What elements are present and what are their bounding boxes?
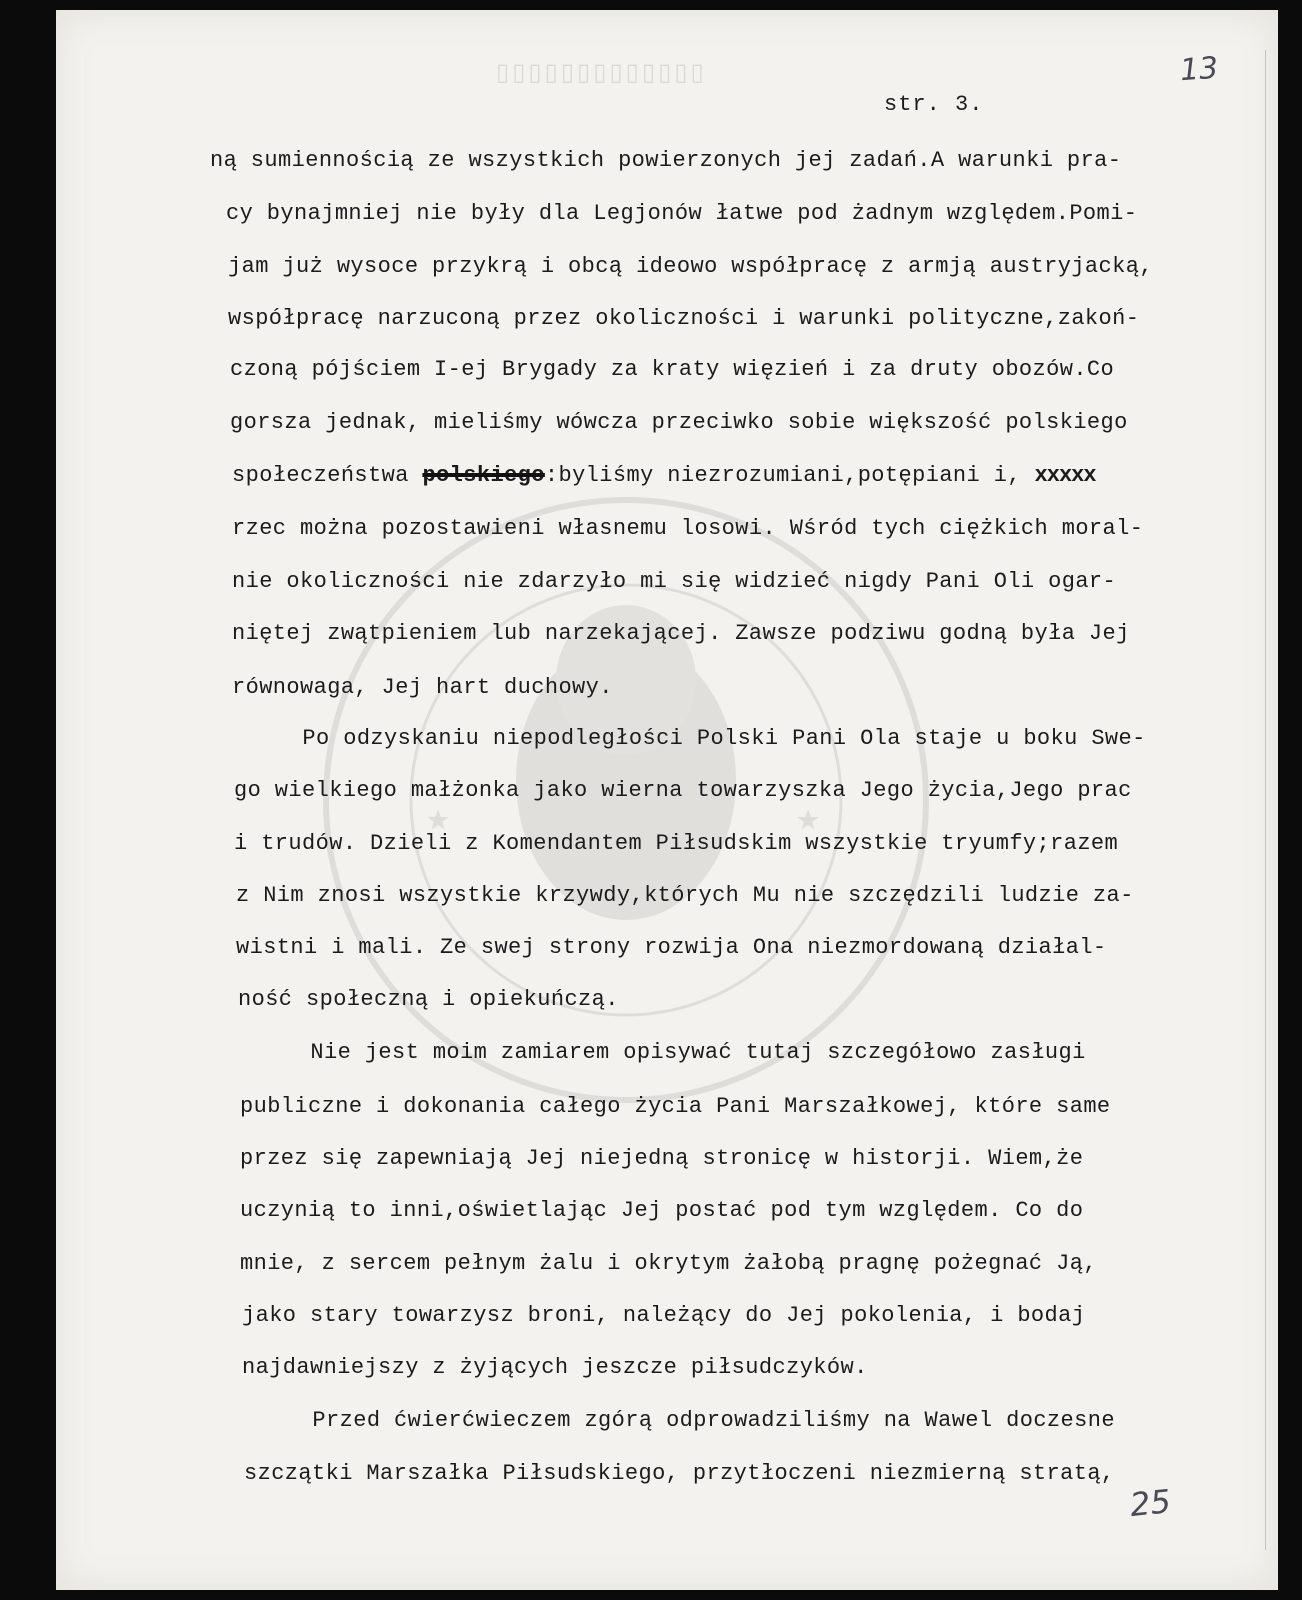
- folio-number-top: 13: [1178, 50, 1220, 89]
- text-line: najdawniejszy z żyjących jeszcze piłsudczyków.: [242, 1355, 868, 1380]
- folio-number-bottom: 25: [1128, 1481, 1173, 1525]
- text-line: niętej zwątpieniem lub narzekającej. Zawsze podziwu godną była Jej: [232, 621, 1130, 646]
- text-segment: społeczeństwa: [232, 463, 423, 488]
- text-line: Nie jest moim zamiarem opisywać tutaj szczegółowo zasługi: [256, 1040, 1086, 1065]
- text-line-with-correction: [232, 463, 1096, 488]
- typed-over-x: xxxxx: [1034, 463, 1096, 488]
- text-segment: :byliśmy niezrozumiani,potępiani i,: [544, 463, 1035, 488]
- text-line: rzec można pozostawieni własnemu losowi. Wśród tych ciężkich moral-: [232, 516, 1144, 541]
- faded-stamp-text: ▯▯▯▯▯▯▯▯▯▯▯▯▯: [496, 58, 707, 86]
- page-edge-shadow: [1265, 50, 1266, 1550]
- text-line: Po odzyskaniu niepodległości Polski Pani Ola staje u boku Swe-: [248, 726, 1146, 751]
- text-line: Przed ćwierćwieczem zgórą odprowadziliśmy na Wawel doczesne: [258, 1408, 1115, 1433]
- text-line: ną sumiennością ze wszystkich powierzonych jej zadań.A warunki pra-: [210, 148, 1122, 173]
- text-line: jam już wysoce przykrą i obcą ideowo współpracę z armją austryjacką,: [228, 254, 1153, 279]
- text-line: z Nim znosi wszystkie krzywdy,których Mu nie szczędzili ludzie za-: [236, 883, 1134, 908]
- page-number: str. 3.: [884, 92, 984, 117]
- struck-word: polskiego: [422, 463, 545, 488]
- svg-text:★: ★: [426, 798, 451, 843]
- text-line: uczynią to inni,oświetlając Jej postać pod tym względem. Co do: [240, 1198, 1084, 1223]
- text-line: przez się zapewniają Jej niejedną stronicę w historji. Wiem,że: [240, 1146, 1084, 1171]
- text-line: nie okoliczności nie zdarzyło mi się widzieć nigdy Pani Oli ogar-: [232, 569, 1117, 594]
- text-line: i trudów. Dzieli z Komendantem Piłsudskim wszystkie tryumfy;razem: [234, 831, 1119, 856]
- text-line: cy bynajmniej nie były dla Legjonów łatwe pod żadnym względem.Pomi-: [226, 201, 1138, 226]
- text-line: szczątki Marszałka Piłsudskiego, przytłoczeni niezmierną stratą,: [244, 1461, 1115, 1486]
- text-line: równowaga, Jej hart duchowy.: [232, 675, 613, 700]
- text-line: współpracę narzuconą przez okoliczności i warunki polityczne,zakoń-: [228, 306, 1140, 331]
- svg-text:★: ★: [796, 798, 821, 843]
- text-line: go wielkiego małżonka jako wierna towarzyszka Jego życia,Jego prac: [234, 778, 1132, 803]
- text-line: mnie, z sercem pełnym żalu i okrytym żałobą pragnę pożegnać Ją,: [240, 1251, 1097, 1276]
- text-line: ność społeczną i opiekuńczą.: [238, 987, 619, 1012]
- text-line: gorsza jednak, mieliśmy wówcza przeciwko sobie większość polskiego: [230, 410, 1128, 435]
- text-line: publiczne i dokonania całego życia Pani Marszałkowej, które same: [240, 1094, 1111, 1119]
- text-line: jako stary towarzysz broni, należący do Jej pokolenia, i bodaj: [242, 1303, 1086, 1328]
- text-line: wistni i mali. Ze swej strony rozwija Ona niezmordowaną działal-: [236, 935, 1107, 960]
- text-line: czoną pójściem I-ej Brygady za kraty więzień i za druty obozów.Co: [230, 357, 1115, 382]
